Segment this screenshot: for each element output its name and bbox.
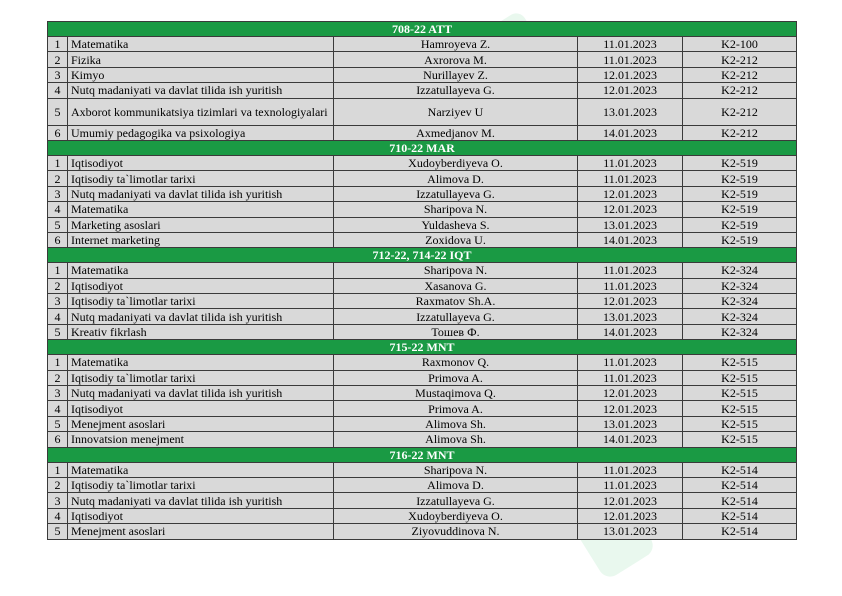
room-cell: K2-324 (683, 309, 797, 324)
row-number: 5 (48, 98, 68, 125)
subject-cell: Kimyo (68, 67, 334, 82)
teacher-cell: Primova A. (334, 370, 578, 385)
date-cell: 11.01.2023 (578, 355, 683, 370)
row-number: 2 (48, 370, 68, 385)
date-cell: 11.01.2023 (578, 462, 683, 477)
subject-cell: Iqtisodiy ta`limotlar tarixi (68, 370, 334, 385)
table-row (48, 370, 797, 385)
group-header-row (48, 140, 797, 155)
row-number: 4 (48, 508, 68, 523)
table-row (48, 309, 797, 324)
group-header-row (48, 248, 797, 263)
row-number: 5 (48, 416, 68, 431)
table-row (48, 477, 797, 492)
subject-cell: Umumiy pedagogika va psixologiya (68, 125, 334, 140)
room-cell: K2-324 (683, 294, 797, 309)
date-cell: 13.01.2023 (578, 524, 683, 539)
teacher-cell: Alimova Sh. (334, 416, 578, 431)
table-row (48, 416, 797, 431)
date-cell: 14.01.2023 (578, 324, 683, 339)
row-number: 4 (48, 83, 68, 98)
date-cell: 13.01.2023 (578, 309, 683, 324)
teacher-cell: Raxmonov Q. (334, 355, 578, 370)
teacher-cell: Nurillayev Z. (334, 67, 578, 82)
teacher-cell: Hamroyeva Z. (334, 37, 578, 52)
date-cell: 13.01.2023 (578, 98, 683, 125)
date-cell: 12.01.2023 (578, 386, 683, 401)
table-row (48, 217, 797, 232)
room-cell: K2-519 (683, 155, 797, 170)
table-row (48, 401, 797, 416)
teacher-cell: Sharipova N. (334, 202, 578, 217)
subject-cell: Matematika (68, 202, 334, 217)
table-row (48, 263, 797, 278)
subject-cell: Iqtisodiy ta`limotlar tarixi (68, 171, 334, 186)
room-cell: K2-519 (683, 232, 797, 247)
subject-cell: Innovatsion menejment (68, 432, 334, 447)
subject-cell: Menejment asoslari (68, 524, 334, 539)
group-header-row (48, 22, 797, 37)
row-number: 4 (48, 401, 68, 416)
date-cell: 11.01.2023 (578, 278, 683, 293)
teacher-cell: Axmedjanov M. (334, 125, 578, 140)
subject-cell: Marketing asoslari (68, 217, 334, 232)
table-row (48, 125, 797, 140)
row-number: 1 (48, 155, 68, 170)
date-cell: 13.01.2023 (578, 217, 683, 232)
group-header-row (48, 447, 797, 462)
room-cell: K2-519 (683, 217, 797, 232)
row-number: 6 (48, 125, 68, 140)
row-number: 2 (48, 171, 68, 186)
subject-cell: Nutq madaniyati va davlat tilida ish yuritish (68, 386, 334, 401)
room-cell: K2-514 (683, 462, 797, 477)
subject-cell: Nutq madaniyati va davlat tilida ish yuritish (68, 186, 334, 201)
room-cell: K2-514 (683, 524, 797, 539)
subject-cell: Iqtisodiyot (68, 508, 334, 523)
room-cell: K2-519 (683, 202, 797, 217)
table-row (48, 98, 797, 125)
row-number: 1 (48, 37, 68, 52)
room-cell: K2-212 (683, 125, 797, 140)
teacher-cell: Alimova D. (334, 477, 578, 492)
subject-cell: Kreativ fikrlash (68, 324, 334, 339)
table-row (48, 524, 797, 539)
room-cell: K2-212 (683, 67, 797, 82)
teacher-cell: Xasanova G. (334, 278, 578, 293)
group-title: 715-22 MNT (48, 340, 797, 355)
table-row (48, 508, 797, 523)
table-row (48, 493, 797, 508)
room-cell: K2-100 (683, 37, 797, 52)
table-row (48, 294, 797, 309)
room-cell: K2-514 (683, 477, 797, 492)
group-title: 716-22 MNT (48, 447, 797, 462)
date-cell: 11.01.2023 (578, 477, 683, 492)
table-row (48, 386, 797, 401)
table-row (48, 186, 797, 201)
room-cell: K2-212 (683, 83, 797, 98)
subject-cell: Axborot kommunikatsiya tizimlari va texnologiyalari (68, 98, 334, 125)
row-number: 1 (48, 263, 68, 278)
table-row (48, 355, 797, 370)
teacher-cell: Ziyovuddinova N. (334, 524, 578, 539)
row-number: 5 (48, 524, 68, 539)
teacher-cell: Izzatullayeva G. (334, 309, 578, 324)
row-number: 6 (48, 432, 68, 447)
date-cell: 11.01.2023 (578, 155, 683, 170)
date-cell: 11.01.2023 (578, 37, 683, 52)
date-cell: 11.01.2023 (578, 52, 683, 67)
date-cell: 12.01.2023 (578, 508, 683, 523)
row-number: 2 (48, 477, 68, 492)
row-number: 3 (48, 386, 68, 401)
room-cell: K2-515 (683, 370, 797, 385)
subject-cell: Nutq madaniyati va davlat tilida ish yuritish (68, 309, 334, 324)
room-cell: K2-515 (683, 416, 797, 431)
teacher-cell: Izzatullayeva G. (334, 186, 578, 201)
room-cell: K2-515 (683, 432, 797, 447)
date-cell: 12.01.2023 (578, 83, 683, 98)
table-row (48, 232, 797, 247)
date-cell: 12.01.2023 (578, 186, 683, 201)
subject-cell: Iqtisodiyot (68, 401, 334, 416)
row-number: 3 (48, 294, 68, 309)
group-title: 712-22, 714-22 IQT (48, 248, 797, 263)
subject-cell: Nutq madaniyati va davlat tilida ish yuritish (68, 83, 334, 98)
teacher-cell: Xudoyberdiyeva O. (334, 508, 578, 523)
room-cell: K2-515 (683, 355, 797, 370)
teacher-cell: Narziyev U (334, 98, 578, 125)
row-number: 3 (48, 67, 68, 82)
teacher-cell: Тошев Ф. (334, 324, 578, 339)
teacher-cell: Alimova Sh. (334, 432, 578, 447)
group-header-row (48, 340, 797, 355)
table-row (48, 83, 797, 98)
date-cell: 12.01.2023 (578, 493, 683, 508)
row-number: 4 (48, 202, 68, 217)
table-row (48, 278, 797, 293)
teacher-cell: Mustaqimova Q. (334, 386, 578, 401)
row-number: 4 (48, 309, 68, 324)
table-row (48, 37, 797, 52)
date-cell: 11.01.2023 (578, 370, 683, 385)
date-cell: 12.01.2023 (578, 67, 683, 82)
subject-cell: Internet marketing (68, 232, 334, 247)
schedule-body (48, 22, 797, 540)
teacher-cell: Izzatullayeva G. (334, 83, 578, 98)
teacher-cell: Axrorova M. (334, 52, 578, 67)
date-cell: 13.01.2023 (578, 416, 683, 431)
room-cell: K2-514 (683, 493, 797, 508)
row-number: 5 (48, 217, 68, 232)
subject-cell: Matematika (68, 355, 334, 370)
group-title: 708-22 ATT (48, 22, 797, 37)
room-cell: K2-514 (683, 508, 797, 523)
room-cell: K2-212 (683, 98, 797, 125)
teacher-cell: Sharipova N. (334, 263, 578, 278)
teacher-cell: Yuldasheva S. (334, 217, 578, 232)
teacher-cell: Primova A. (334, 401, 578, 416)
table-row (48, 432, 797, 447)
date-cell: 11.01.2023 (578, 263, 683, 278)
subject-cell: Iqtisodiyot (68, 278, 334, 293)
room-cell: K2-324 (683, 278, 797, 293)
row-number: 1 (48, 355, 68, 370)
room-cell: K2-515 (683, 386, 797, 401)
subject-cell: Iqtisodiy ta`limotlar tarixi (68, 294, 334, 309)
date-cell: 12.01.2023 (578, 401, 683, 416)
room-cell: K2-324 (683, 263, 797, 278)
teacher-cell: Xudoyberdiyeva O. (334, 155, 578, 170)
subject-cell: Iqtisodiyot (68, 155, 334, 170)
date-cell: 14.01.2023 (578, 232, 683, 247)
row-number: 6 (48, 232, 68, 247)
room-cell: K2-519 (683, 186, 797, 201)
subject-cell: Fizika (68, 52, 334, 67)
subject-cell: Nutq madaniyati va davlat tilida ish yuritish (68, 493, 334, 508)
date-cell: 12.01.2023 (578, 202, 683, 217)
room-cell: K2-324 (683, 324, 797, 339)
date-cell: 11.01.2023 (578, 171, 683, 186)
table-row (48, 324, 797, 339)
subject-cell: Iqtisodiy ta`limotlar tarixi (68, 477, 334, 492)
teacher-cell: Alimova D. (334, 171, 578, 186)
row-number: 1 (48, 462, 68, 477)
room-cell: K2-212 (683, 52, 797, 67)
teacher-cell: Izzatullayeva G. (334, 493, 578, 508)
table-row (48, 462, 797, 477)
row-number: 5 (48, 324, 68, 339)
subject-cell: Menejment asoslari (68, 416, 334, 431)
subject-cell: Matematika (68, 263, 334, 278)
table-row (48, 52, 797, 67)
row-number: 2 (48, 52, 68, 67)
date-cell: 14.01.2023 (578, 432, 683, 447)
teacher-cell: Zoxidova U. (334, 232, 578, 247)
table-row (48, 67, 797, 82)
schedule-table (47, 21, 797, 540)
row-number: 3 (48, 186, 68, 201)
row-number: 2 (48, 278, 68, 293)
date-cell: 12.01.2023 (578, 294, 683, 309)
table-row (48, 202, 797, 217)
subject-cell: Matematika (68, 462, 334, 477)
teacher-cell: Sharipova N. (334, 462, 578, 477)
table-row (48, 171, 797, 186)
date-cell: 14.01.2023 (578, 125, 683, 140)
room-cell: K2-515 (683, 401, 797, 416)
room-cell: K2-519 (683, 171, 797, 186)
row-number: 3 (48, 493, 68, 508)
teacher-cell: Raxmatov Sh.A. (334, 294, 578, 309)
table-row (48, 155, 797, 170)
subject-cell: Matematika (68, 37, 334, 52)
group-title: 710-22 MAR (48, 140, 797, 155)
